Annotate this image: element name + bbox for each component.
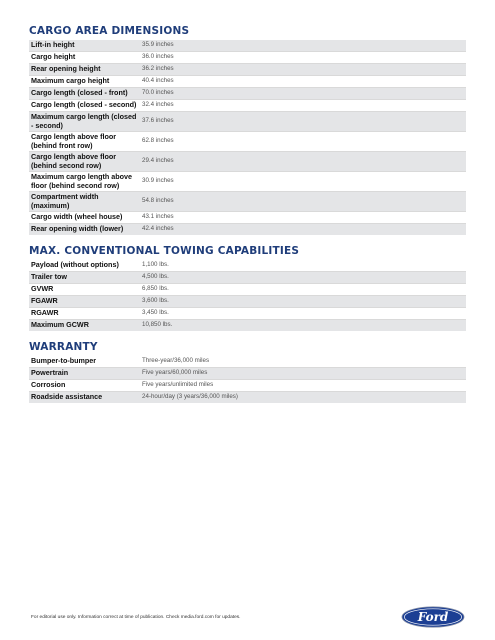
spec-value: 54.8 inches <box>142 197 174 205</box>
spec-value: 10,850 lbs. <box>142 321 173 329</box>
spec-row <box>29 224 466 236</box>
spec-row <box>29 284 466 296</box>
spec-row <box>29 172 466 192</box>
spec-value: 1,100 lbs. <box>142 261 169 269</box>
spec-table <box>29 40 466 235</box>
spec-value: Five years/unlimited miles <box>142 381 214 389</box>
spec-row <box>29 356 466 368</box>
towing-capabilities-section <box>29 244 466 331</box>
spec-label: Cargo width (wheel house) <box>31 212 123 222</box>
spec-value: Three-year/36,000 miles <box>142 357 210 365</box>
spec-value: 43.1 inches <box>142 213 174 221</box>
spec-value: 40.4 inches <box>142 77 174 85</box>
spec-row <box>29 132 466 152</box>
spec-label: RGAWR <box>31 308 59 318</box>
spec-value: 29.4 inches <box>142 157 174 165</box>
spec-label: Payload (without options) <box>31 260 119 270</box>
spec-row <box>29 260 466 272</box>
spec-label: Maximum cargo height <box>31 76 110 86</box>
spec-table <box>29 260 466 331</box>
spec-row <box>29 272 466 284</box>
cargo-dimensions-section <box>29 24 466 235</box>
spec-label: Cargo length above floor (behind second row) <box>31 152 117 170</box>
spec-label: FGAWR <box>31 296 58 306</box>
spec-value: 3,450 lbs. <box>142 309 169 317</box>
ford-oval-logo-icon <box>401 606 465 628</box>
spec-value: 32.4 inches <box>142 101 174 109</box>
warranty-section <box>29 340 466 403</box>
spec-label: GVWR <box>31 284 54 294</box>
spec-value: 70.0 inches <box>142 89 174 97</box>
spec-label: Corrosion <box>31 380 66 390</box>
spec-row <box>29 40 466 52</box>
spec-row <box>29 308 466 320</box>
spec-sheet <box>29 24 466 412</box>
section-title: MAX. CONVENTIONAL TOWING CAPABILITIES <box>29 245 300 257</box>
spec-value: 42.4 inches <box>142 225 174 233</box>
spec-value: 4,500 lbs. <box>142 273 169 281</box>
footer-disclaimer: For editorial use only. Information correct at time of publication. Check media.ford.com for updates. <box>31 615 241 620</box>
spec-label: Rear opening height <box>31 64 101 74</box>
spec-value: 37.6 inches <box>142 117 174 125</box>
spec-value: 6,850 lbs. <box>142 285 169 293</box>
spec-value: Five years/60,000 miles <box>142 369 208 377</box>
spec-value: 36.2 inches <box>142 65 174 73</box>
spec-label: Trailer tow <box>31 272 67 282</box>
spec-row <box>29 296 466 308</box>
spec-row <box>29 320 466 332</box>
spec-value: 3,600 lbs. <box>142 297 169 305</box>
spec-row <box>29 52 466 64</box>
spec-row <box>29 368 466 380</box>
spec-value: 24-hour/day (3 years/36,000 miles) <box>142 393 238 401</box>
spec-label: Cargo length (closed - front) <box>31 88 128 98</box>
spec-value: 36.0 inches <box>142 53 174 61</box>
spec-row <box>29 192 466 212</box>
spec-row <box>29 152 466 172</box>
spec-row <box>29 64 466 76</box>
spec-label: Cargo height <box>31 52 76 62</box>
section-title: CARGO AREA DIMENSIONS <box>29 25 190 37</box>
spec-row <box>29 212 466 224</box>
spec-label: Maximum cargo length above floor (behind second row) <box>31 172 133 190</box>
spec-label: Bumper-to-bumper <box>31 356 97 366</box>
spec-value: 35.9 inches <box>142 41 174 49</box>
spec-label: Maximum cargo length (closed - second) <box>31 112 137 130</box>
spec-label: Cargo length (closed - second) <box>31 100 137 110</box>
spec-row <box>29 380 466 392</box>
spec-label: Rear opening width (lower) <box>31 224 124 234</box>
spec-value: 30.9 inches <box>142 177 174 185</box>
spec-row <box>29 112 466 132</box>
spec-row <box>29 100 466 112</box>
logo-text: Ford <box>417 610 449 624</box>
spec-label: Maximum GCWR <box>31 320 89 330</box>
section-title: WARRANTY <box>29 341 98 353</box>
spec-label: Compartment width (maximum) <box>31 192 99 210</box>
spec-row <box>29 88 466 100</box>
spec-value: 62.8 inches <box>142 137 174 145</box>
spec-row <box>29 392 466 404</box>
spec-row <box>29 76 466 88</box>
spec-label: Roadside assistance <box>31 392 103 402</box>
spec-label: Powertrain <box>31 368 69 378</box>
spec-label: Lift-in height <box>31 40 75 50</box>
spec-table <box>29 356 466 403</box>
spec-label: Cargo length above floor (behind front row) <box>31 132 117 150</box>
